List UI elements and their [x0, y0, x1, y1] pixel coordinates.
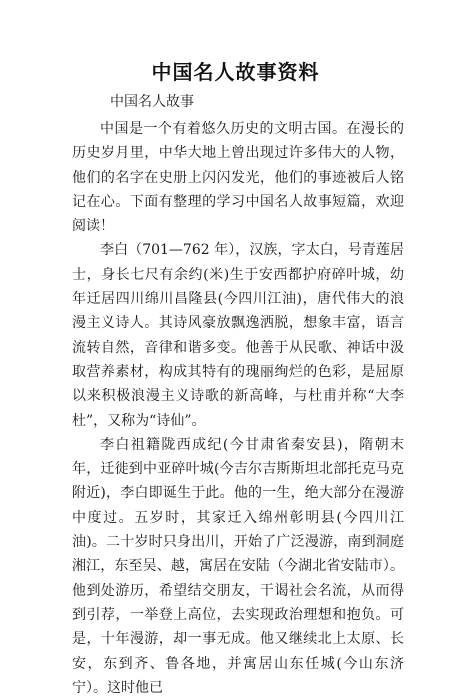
paragraph-li-bai-bio: 李白（701—762 年），汉族，字太白，号青莲居士，身长七尺有余约(米)生于安西都护府碎叶城，幼年迁居四川绵川昌隆县(今四川江油)，唐代伟大的浪漫主义诗人。其诗风豪放飘逸洒脱，想象丰富，语言流转自然，音律和谐多变。他善于从民歌、神话中汲取营养素材，构成其特有的瑰丽绚烂的色彩，是屈原以来积极浪漫主义诗歌的新高峰，与杜甫并称“大李杜”，又称为“诗仙”。: [72, 242, 404, 429]
document-title: 中国名人故事资料: [151, 60, 320, 84]
paragraph-li-bai-life: 李白祖籍陇西成纪(今甘肃省秦安县)，隋朝末年，迁徙到中亚碎叶城(今吉尔吉斯斯坦北部托克马克附近)，李白即诞生于此。他的一生，绝大部分在漫游中度过。五岁时，其家迁入绵州彰明县(今四川江油)。二十岁时只身出川，开始了广泛漫游，南到洞庭湘江，东至吴、越，寓居在安陆（今湖北省安陆市）。他到处游历，希望结交朋友，干谒社会名流，从而得到引荐，一举登上高位，去实现政治理想和抱负。可是，十年漫游，却一事无成。他又继续北上太原、长安，东到齐、鲁各地，并寓居山东任城(今山东济宁）。这时他已: [72, 436, 404, 696]
document-body: [72, 90, 404, 700]
paragraph-intro: 中国是一个有着悠久历史的文明古国。在漫长的历史岁月里，中华大地上曾出现过许多伟大的人物，他们的名字在史册上闪闪发光，他们的事迹被后人铭记在心。下面有整理的学习中国名人故事短篇，欢迎阅读！: [72, 121, 404, 235]
subheading: 中国名人故事: [110, 94, 194, 110]
